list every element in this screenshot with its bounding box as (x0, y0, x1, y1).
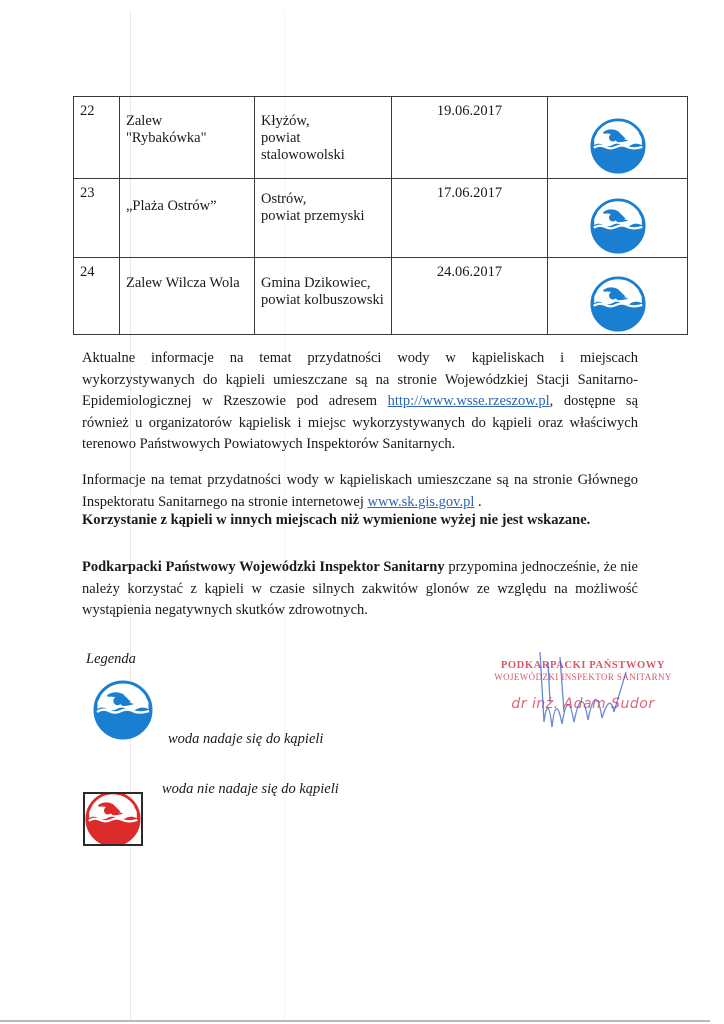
stamp-name: dr inż. Adam Sudor (511, 696, 655, 712)
bathing-sites-table (73, 96, 688, 335)
location-line: Gmina Dzikowiec, (261, 275, 371, 291)
site-name-cell (120, 179, 255, 258)
location-line: Kłyżów, (261, 113, 310, 129)
date-cell (392, 179, 548, 258)
signature (530, 652, 640, 742)
algae-paragraph (82, 557, 638, 622)
site-name-line: Zalew (126, 113, 163, 129)
paragraph-text: Informacje na temat przydatności wody w kąpieliskach umieszczane są na stronie Głównego Inspektoratu Sanitarnego na stronie internetowej (82, 472, 638, 510)
gis-link[interactable]: www.sk.gis.gov.pl (367, 493, 475, 510)
status-cell (548, 179, 688, 258)
swimmer-blue-icon (590, 276, 646, 332)
paragraph-text: przypomina jednocześnie, że nie należy korzystać z kąpieli w czasie silnych zakwitów glonów ze względu na możliwość wystąpienia negatywnych skutków zdrowotnych. (82, 559, 638, 618)
location-line: stalowowolski (261, 147, 345, 163)
location-cell (255, 258, 392, 335)
assessment-date: 24.06.2017 (436, 264, 503, 280)
location-line: powiat kolbuszowski (261, 292, 384, 308)
status-cell (548, 258, 688, 335)
stamp-line-2: WOJEWÓDZKI INSPEKTOR SANITARNY (494, 672, 672, 682)
site-name-cell (120, 258, 255, 335)
site-name-line: Zalew Wilcza Wola (126, 275, 240, 291)
paragraph-text: . (474, 493, 482, 510)
warning-paragraph: Korzystanie z kąpieli w innych miejscach niż wymienione wyżej nie jest wskazane. (82, 512, 591, 528)
assessment-date: 17.06.2017 (436, 185, 503, 201)
row-number: 24 (74, 258, 120, 335)
inspector-title: Podkarpacki Państwowy Wojewódzki Inspektor Sanitarny (82, 559, 445, 575)
location-line: Ostrów, (261, 191, 307, 207)
site-name-line: "Rybakówka" (126, 130, 207, 146)
site-name-cell (120, 97, 255, 179)
table-row (74, 97, 688, 179)
swimmer-blue-icon (93, 680, 153, 740)
date-cell (392, 97, 548, 179)
location-line: powiat (261, 130, 301, 146)
site-name-line: „Plaża Ostrów” (126, 198, 217, 214)
scan-artifact-edge (0, 1020, 710, 1022)
location-cell (255, 97, 392, 179)
wsse-link[interactable]: http://www.wsse.rzeszow.pl (387, 393, 550, 409)
legend-bad-label: woda nie nadaje się do kąpieli (162, 781, 339, 797)
location-line: powiat przemyski (261, 208, 365, 224)
row-number: 23 (74, 179, 120, 258)
stamp-line-1: PODKARPACKI PAŃSTWOWY (500, 660, 666, 671)
legend-bad-icon-frame (83, 792, 143, 846)
paragraph-text: Aktualne informacje na temat przydatności wody w kąpieliskach i miejscach wykorzystywanych do kąpieli umieszczane są na stronie Wojewódzkiej Stacji Sanitarno-Epidemiologicznej w Rzeszowie pod adresem (82, 350, 638, 409)
location-cell (255, 179, 392, 258)
row-number: 22 (74, 97, 120, 179)
info-paragraph-wsse (82, 348, 638, 456)
paragraph-text: , dostępne są również u organizatorów kąpielisk i miejsc wykorzystywanych do kąpieli oraz właściwych terenowo Państwowych Powiatowych Inspektorów Sanitarnych. (82, 393, 639, 452)
swimmer-blue-icon (590, 198, 646, 254)
table-row (74, 258, 688, 335)
legend-title: Legenda (86, 651, 136, 667)
swimmer-blue-icon (590, 118, 646, 174)
status-cell (548, 97, 688, 179)
swimmer-red-icon (85, 792, 141, 846)
assessment-date: 19.06.2017 (436, 103, 503, 119)
date-cell (392, 258, 548, 335)
info-paragraph-gis (82, 470, 638, 513)
table-row (74, 179, 688, 258)
legend-ok-label: woda nadaje się do kąpieli (168, 731, 324, 747)
